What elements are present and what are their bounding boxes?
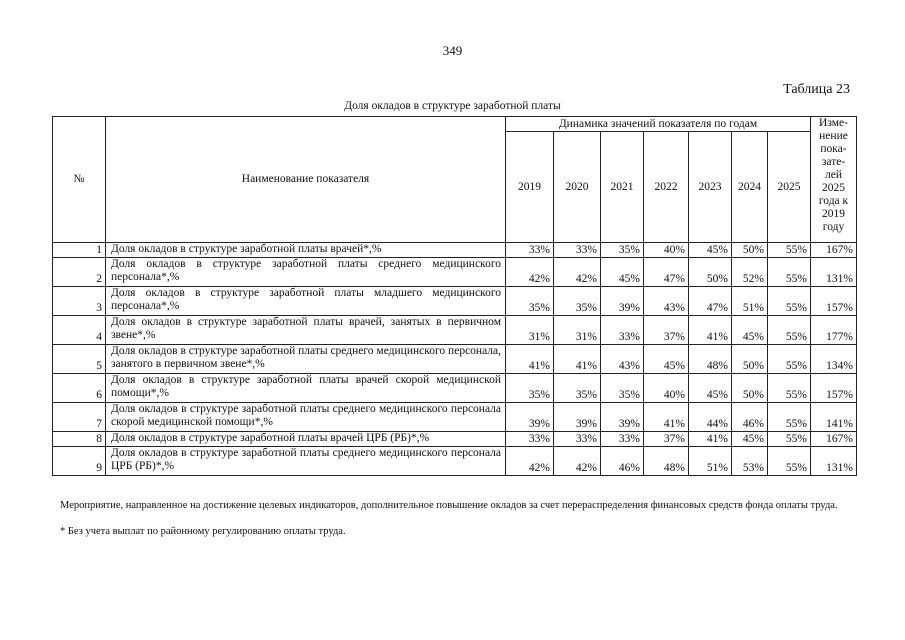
indicator-name: Доля окладов в структуре заработной платы врачей, занятых в первичном звене*,% [106,316,506,345]
year-value: 55% [768,316,811,345]
indicator-name: Доля окладов в структуре заработной платы среднего медицинского персонала*,% [106,258,506,287]
row-number: 9 [53,447,106,476]
year-value: 43% [601,345,644,374]
table-label: Таблица 23 [783,82,850,97]
year-value: 39% [601,287,644,316]
change-value: 134% [811,345,857,374]
table-row [53,432,857,447]
year-value: 42% [506,447,554,476]
year-value: 39% [601,403,644,432]
change-value: 167% [811,243,857,258]
page-number: 349 [442,43,463,58]
year-value: 33% [554,243,601,258]
indicator-name: Доля окладов в структуре заработной платы среднего медицинского персонала ЦРБ (РБ)*,% [106,447,506,476]
year-value: 46% [601,447,644,476]
row-number: 8 [53,432,106,447]
year-value: 50% [732,345,768,374]
change-value: 157% [811,374,857,403]
year-value: 55% [768,243,811,258]
row-number: 4 [53,316,106,345]
row-number: 1 [53,243,106,258]
year-value: 41% [689,432,732,447]
year-value: 35% [506,374,554,403]
year-value: 45% [732,316,768,345]
year-value: 52% [732,258,768,287]
footnote-asterisk: * Без учета выплат по районному регулированию оплаты труда. [60,526,346,537]
year-value: 41% [689,316,732,345]
footnote-measure: Мероприятие, направленное на достижение целевых индикаторов, дополнительное повышение окладов за счет перераспределения финансовых средств фонда оплаты труда. [60,500,838,511]
year-value: 45% [644,345,689,374]
change-value: 157% [811,287,857,316]
table-row [53,345,857,374]
year-value: 55% [768,374,811,403]
year-value: 45% [601,258,644,287]
year-value: 37% [644,432,689,447]
year-value: 51% [689,447,732,476]
change-value: 141% [811,403,857,432]
row-number: 5 [53,345,106,374]
year-value: 47% [689,287,732,316]
header-indicator-name: Наименование показателя [106,117,506,243]
table-row [53,258,857,287]
header-year: 2023 [689,132,732,243]
year-value: 41% [554,345,601,374]
row-number: 7 [53,403,106,432]
indicator-name: Доля окладов в структуре заработной платы врачей*,% [106,243,506,258]
year-value: 45% [689,374,732,403]
year-value: 39% [554,403,601,432]
year-value: 50% [732,374,768,403]
header-year: 2025 [768,132,811,243]
year-value: 46% [732,403,768,432]
year-value: 55% [768,403,811,432]
year-value: 33% [506,432,554,447]
header-year-dynamics: Динамика значений показателя по годам [506,117,811,132]
year-value: 39% [506,403,554,432]
year-value: 33% [601,432,644,447]
year-value: 31% [506,316,554,345]
header-change: Изме- нение пока- зате- лей 2025 года к 2019 году [811,117,857,243]
year-value: 50% [732,243,768,258]
year-value: 35% [506,287,554,316]
table-row [53,287,857,316]
year-value: 33% [506,243,554,258]
table-row [53,374,857,403]
year-value: 42% [554,258,601,287]
change-value: 131% [811,258,857,287]
year-value: 41% [644,403,689,432]
year-value: 55% [768,258,811,287]
table-row [53,316,857,345]
year-value: 51% [732,287,768,316]
year-value: 41% [506,345,554,374]
year-value: 40% [644,243,689,258]
year-value: 55% [768,287,811,316]
year-value: 35% [554,287,601,316]
header-year: 2022 [644,132,689,243]
year-value: 37% [644,316,689,345]
indicator-name: Доля окладов в структуре заработной платы врачей скорой медицинской помощи*,% [106,374,506,403]
table-title: Доля окладов в структуре заработной платы [344,100,561,112]
indicator-name: Доля окладов в структуре заработной платы младшего медицинского персонала*,% [106,287,506,316]
row-number: 3 [53,287,106,316]
row-number: 2 [53,258,106,287]
year-value: 42% [506,258,554,287]
salary-share-table [52,116,857,476]
header-year: 2021 [601,132,644,243]
year-value: 31% [554,316,601,345]
year-value: 55% [768,447,811,476]
year-value: 35% [601,243,644,258]
year-value: 50% [689,258,732,287]
change-value: 167% [811,432,857,447]
table-body [53,243,857,476]
header-number: № [53,117,106,243]
row-number: 6 [53,374,106,403]
year-value: 35% [554,374,601,403]
header-year: 2024 [732,132,768,243]
year-value: 55% [768,432,811,447]
header-year: 2019 [506,132,554,243]
year-value: 47% [644,258,689,287]
year-value: 40% [644,374,689,403]
year-value: 42% [554,447,601,476]
year-value: 35% [601,374,644,403]
indicator-name: Доля окладов в структуре заработной платы среднего медицинского персонала, занятого в первичном звене*,% [106,345,506,374]
header-year: 2020 [554,132,601,243]
year-value: 45% [732,432,768,447]
indicator-name: Доля окладов в структуре заработной платы среднего медицинского персонала скорой медицинской помощи*,% [106,403,506,432]
change-value: 131% [811,447,857,476]
indicator-name: Доля окладов в структуре заработной платы врачей ЦРБ (РБ)*,% [106,432,506,447]
change-value: 177% [811,316,857,345]
year-value: 53% [732,447,768,476]
year-value: 44% [689,403,732,432]
year-value: 48% [689,345,732,374]
year-value: 43% [644,287,689,316]
table-row [53,447,857,476]
table-row [53,403,857,432]
year-value: 48% [644,447,689,476]
year-value: 45% [689,243,732,258]
year-value: 33% [601,316,644,345]
year-value: 55% [768,345,811,374]
year-value: 33% [554,432,601,447]
table-row [53,243,857,258]
